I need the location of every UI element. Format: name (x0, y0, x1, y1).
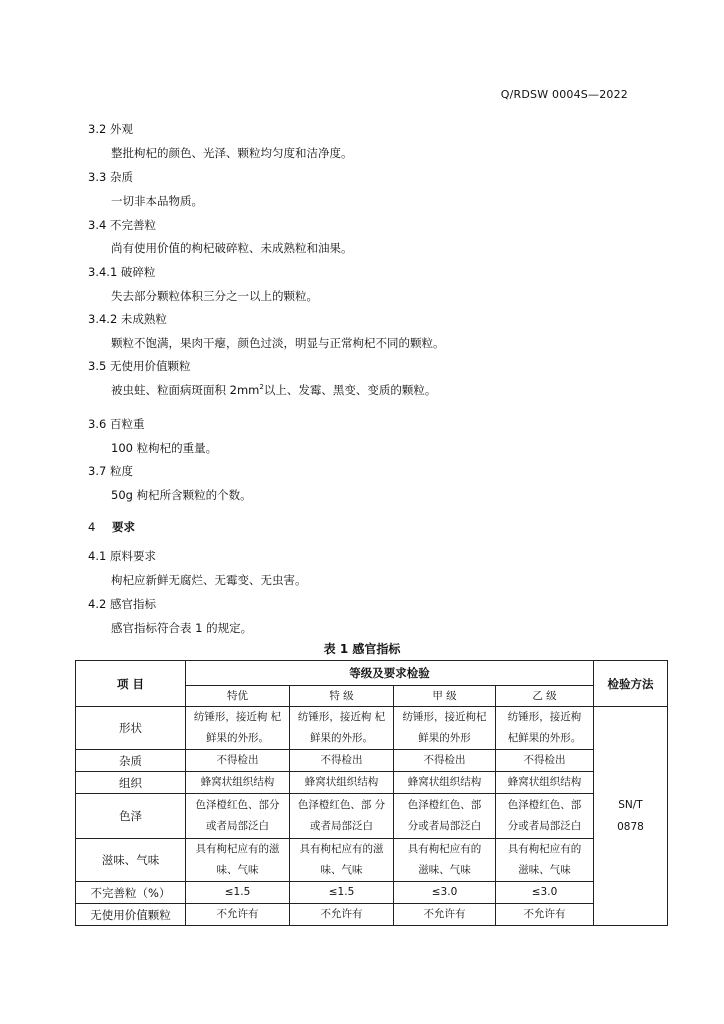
body-4-1: 枸杞应新鲜无腐烂、无霉变、无虫害。 (111, 573, 307, 587)
grade-cell-line: ≤1.5 (328, 886, 355, 898)
grade-cell-line: 纺锤形，接近枸杞 (402, 711, 487, 723)
section-4-heading (88, 519, 135, 535)
grade-cell (394, 904, 496, 926)
grade-cell-line: 不允许有 (216, 908, 259, 920)
grade-cell-line: 或者局部泛白 (206, 820, 269, 832)
grade-cell (186, 882, 290, 904)
grade-cell-line: 色泽橙红色、部分 (195, 799, 280, 811)
grade-cell (496, 750, 594, 772)
body-3-3: 一切非本品物质。 (111, 194, 203, 208)
method-line: 0878 (617, 821, 644, 833)
grade-cell-line: 蜂窝状组织结构 (507, 776, 582, 788)
row-item-label: 不完善粒（%） (76, 882, 186, 904)
row-item-label: 无使用价值颗粒 (76, 904, 186, 926)
grade-cell-line: 杞鲜果的外形。 (507, 732, 582, 744)
superscript-2: 2 (259, 383, 264, 392)
heading-3-3: 3.3 杂质 (88, 170, 133, 184)
sensory-index-table (75, 660, 668, 926)
grade-cell (496, 904, 594, 926)
heading-3-4: 3.4 不完善粒 (88, 218, 156, 232)
document-id: Q/RDSW 0004S—2022 (500, 88, 628, 101)
table-row (76, 904, 668, 926)
grade-cell-line: 具有枸杞应有的 (407, 843, 482, 855)
grade-cell-line: 纺锤形，接近枸 杞 (297, 711, 386, 723)
grade-cell (186, 772, 290, 794)
grade-cell (186, 707, 290, 750)
table-title: 表 1 感官指标 (323, 642, 401, 656)
body-3-4-1: 失去部分颗粒体积三分之一以上的颗粒。 (111, 289, 318, 303)
grade-cell-line: 不得检出 (423, 754, 466, 766)
grade-header: 特 级 (290, 686, 394, 707)
grade-cell-line: ≤3.0 (531, 886, 558, 898)
grade-cell-line: 滋味、气味 (418, 864, 471, 876)
heading-3-5: 3.5 无使用价值颗粒 (88, 359, 191, 373)
grade-cell-line: 分或者局部泛白 (407, 820, 482, 832)
grade-cell-line: 色泽橙红色、部 (407, 799, 482, 811)
table-row (76, 839, 668, 882)
heading-3-7: 3.7 粒度 (88, 464, 133, 478)
grade-cell-line: 蜂窝状组织结构 (407, 776, 482, 788)
grade-cell-line: 鲜果的外形。 (206, 732, 269, 744)
grade-cell-line: 不得检出 (216, 754, 259, 766)
body-3-5-post: 以上、发霉、黑变、变质的颗粒。 (263, 383, 437, 397)
heading-3-6: 3.6 百粒重 (88, 417, 145, 431)
grade-cell-line: 具有枸杞应有的 (507, 843, 582, 855)
grade-cell-line: 具有枸杞应有的滋 (299, 843, 384, 855)
grade-cell (496, 794, 594, 839)
body-3-5 (111, 382, 436, 398)
grade-cell-line: ≤3.0 (431, 886, 458, 898)
body-3-4-2: 颗粒不饱满，果肉干瘪，颜色过淡，明显与正常枸杞不同的颗粒。 (111, 336, 445, 350)
grade-cell (394, 707, 496, 750)
grade-cell (290, 794, 394, 839)
method-line: SN/T (618, 799, 643, 811)
body-3-7: 50g 枸杞所含颗粒的个数。 (111, 488, 252, 502)
grade-cell-line: 滋味、气味 (518, 864, 571, 876)
grade-cell (496, 707, 594, 750)
row-item-label: 杂质 (76, 750, 186, 772)
column-header-grades: 等级及要求检验 (186, 661, 594, 686)
heading-3-4-1: 3.4.1 破碎粒 (88, 265, 156, 279)
grade-header: 甲 级 (394, 686, 496, 707)
grade-cell (186, 750, 290, 772)
row-item-label: 组织 (76, 772, 186, 794)
grade-cell (394, 794, 496, 839)
grade-cell (290, 750, 394, 772)
grade-cell (394, 839, 496, 882)
grade-cell-line: 蜂窝状组织结构 (304, 776, 379, 788)
grade-cell-line: 纺锤形，接近枸 杞 (193, 711, 282, 723)
grade-cell (394, 882, 496, 904)
grade-cell-line: 味、气味 (216, 864, 259, 876)
section-4-title: 要求 (112, 520, 135, 534)
grade-cell-line: 味、气味 (320, 864, 363, 876)
body-3-5-pre: 被虫蛀、粒面病斑面积 2mm (111, 383, 260, 397)
grade-cell (290, 904, 394, 926)
row-item-label: 形状 (76, 707, 186, 750)
table-header-row (76, 661, 668, 686)
table-row (76, 772, 668, 794)
grade-cell (290, 707, 394, 750)
grade-cell-line: 不允许有 (423, 908, 466, 920)
grade-cell-line: 色泽橙红色、部 分 (297, 799, 386, 811)
grade-cell (394, 750, 496, 772)
grade-cell (186, 839, 290, 882)
grade-cell-line: 或者局部泛白 (310, 820, 373, 832)
table-row (76, 750, 668, 772)
grade-header: 特优 (186, 686, 290, 707)
grade-cell-line: 不得检出 (320, 754, 363, 766)
heading-3-4-2: 3.4.2 未成熟粒 (88, 312, 167, 326)
grade-cell (496, 882, 594, 904)
heading-4-1: 4.1 原料要求 (88, 549, 156, 563)
grade-cell (186, 794, 290, 839)
grade-cell (496, 772, 594, 794)
section-4-number: 4 (88, 520, 96, 534)
column-header-item: 项 目 (76, 661, 186, 707)
column-header-method: 检验方法 (594, 661, 668, 707)
grade-cell-line: 不允许有 (523, 908, 566, 920)
grade-cell-line: 鲜果的外形 (418, 732, 471, 744)
body-3-6: 100 粒枸杞的重量。 (111, 441, 218, 455)
table-row (76, 794, 668, 839)
grade-cell-line: 蜂窝状组织结构 (200, 776, 275, 788)
heading-4-2: 4.2 感官指标 (88, 597, 156, 611)
row-item-label: 滋味、气味 (76, 839, 186, 882)
row-item-label: 色泽 (76, 794, 186, 839)
grade-cell-line: ≤1.5 (224, 886, 251, 898)
grade-cell-line: 不允许有 (320, 908, 363, 920)
body-3-2: 整批枸杞的颜色、光泽、颗粒均匀度和洁净度。 (111, 146, 353, 160)
table-row (76, 707, 668, 750)
heading-3-2: 3.2 外观 (88, 122, 133, 136)
body-3-4: 尚有使用价值的枸杞破碎粒、未成熟粒和油果。 (111, 241, 353, 255)
grade-cell (290, 839, 394, 882)
grade-cell-line: 鲜果的外形。 (310, 732, 373, 744)
grade-cell (394, 772, 496, 794)
grade-cell (290, 772, 394, 794)
grade-cell (290, 882, 394, 904)
grade-cell-line: 色泽橙红色、部 (507, 799, 582, 811)
grade-cell-line: 具有枸杞应有的滋 (195, 843, 280, 855)
grade-cell (186, 904, 290, 926)
body-4-2: 感官指标符合表 1 的规定。 (111, 621, 253, 635)
table-row (76, 882, 668, 904)
grade-cell-line: 分或者局部泛白 (507, 820, 582, 832)
grade-cell-line: 纺锤形，接近枸 (507, 711, 582, 723)
grade-cell (496, 839, 594, 882)
method-cell (594, 707, 668, 926)
grade-header: 乙 级 (496, 686, 594, 707)
grade-cell-line: 不得检出 (523, 754, 566, 766)
